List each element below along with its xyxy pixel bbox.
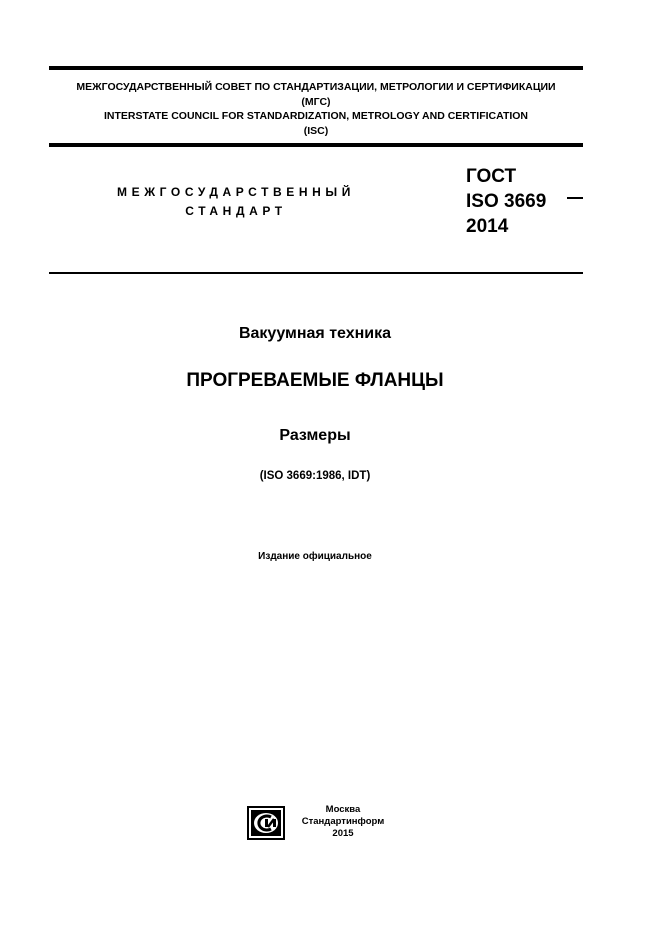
council-name-ru-line1: МЕЖГОСУДАРСТВЕННЫЙ СОВЕТ ПО СТАНДАРТИЗАЦИИ, МЕТРОЛОГИИ И СЕРТИФИКАЦИИ — [76, 81, 556, 93]
gost-label: ГОСТ — [466, 166, 517, 187]
publisher-city: Москва — [325, 804, 361, 815]
iso-reference: (ISO 3669:1986, IDT) — [259, 470, 371, 482]
standard-kind-line2: СТАНДАРТ — [185, 204, 287, 218]
bottom-rule — [49, 272, 583, 274]
council-name-ru — [49, 80, 583, 109]
council-abbr-en: (ISC) — [303, 124, 329, 137]
publisher-name: Стандартинформ — [301, 816, 385, 827]
standard-kind — [96, 183, 376, 221]
number-dash — [567, 197, 583, 199]
title-main: ПРОГРЕВАЕМЫЕ ФЛАНЦЫ — [186, 370, 444, 391]
council-name-en-line1: INTERSTATE COUNCIL FOR STANDARDIZATION, METROLOGY AND CERTIFICATION — [103, 110, 529, 122]
edition-note: Издание официальное — [258, 551, 372, 562]
standard-designation — [466, 164, 546, 239]
title-part: Размеры — [279, 427, 351, 444]
standard-kind-line1: МЕЖГОСУДАРСТВЕННЫЙ — [117, 185, 355, 199]
publisher-year: 2015 — [332, 828, 354, 839]
council-name-en — [49, 109, 583, 138]
top-rule — [49, 66, 583, 70]
middle-rule — [49, 143, 583, 147]
council-abbr-ru: (МГС) — [301, 95, 331, 108]
publisher-block — [293, 804, 393, 840]
standard-number: ISO 3669 — [466, 191, 547, 212]
title-subject: Вакуумная техника — [238, 325, 392, 342]
standard-year: 2014 — [466, 216, 509, 237]
standartinform-logo-icon — [247, 806, 285, 840]
